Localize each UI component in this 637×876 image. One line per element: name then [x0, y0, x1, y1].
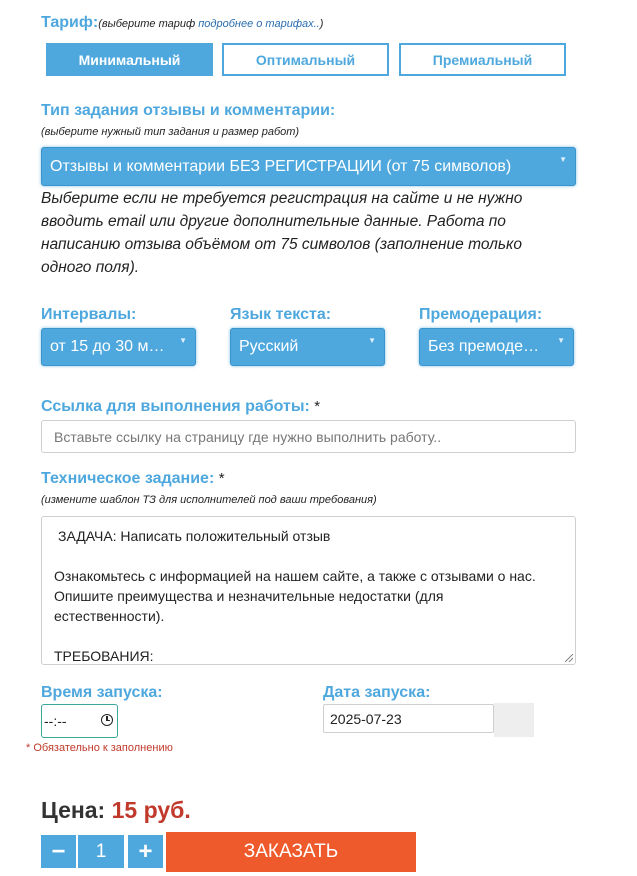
task-type-note: (выберите нужный тип задания и размер работ) — [41, 126, 300, 138]
premoderation-selected: Без премоде… — [428, 338, 540, 355]
tariff-heading — [41, 14, 323, 32]
quantity-input[interactable]: 1 — [78, 835, 124, 868]
quantity-minus-button[interactable]: − — [41, 835, 76, 868]
description-line: написанию отзыва объёмом от 75 символов (заполнение только — [41, 236, 522, 253]
price — [41, 797, 191, 824]
premoderation-label: Премодерация: — [419, 306, 543, 323]
price-value: 15 руб. — [111, 797, 191, 823]
required-note: * Обязательно к заполнению — [26, 742, 173, 754]
tariff-note — [98, 18, 323, 30]
tech-task-heading — [41, 470, 225, 488]
language-label: Язык текста: — [230, 306, 332, 323]
tariff-label: Тариф: — [41, 14, 99, 31]
resize-handle-icon[interactable] — [565, 654, 573, 662]
textarea-line: естественности). — [54, 608, 165, 624]
intervals-select[interactable] — [41, 328, 196, 366]
task-type-label: Тип задания отзывы и комментарии: — [41, 102, 336, 119]
tariff-optimal-button[interactable]: Оптимальный — [222, 43, 389, 76]
textarea-line: Ознакомьтесь с информацией на нашем сайте, а также с отзывами о нас. — [54, 568, 536, 584]
price-label: Цена: — [41, 797, 106, 823]
task-type-select[interactable] — [41, 147, 576, 186]
description-line: Выберите если не требуется регистрация на сайте и не нужно — [41, 190, 523, 207]
textarea-line: ЗАДАЧА: Написать положительный отзыв — [58, 528, 331, 544]
tariff-note-text: (выберите тариф — [98, 18, 199, 30]
task-type-selected: Отзывы и комментарии БЕЗ РЕГИСТРАЦИИ (от 75 символов) — [50, 157, 512, 175]
textarea-line: Опишите преимущества и незначительные недостатки (для — [54, 588, 444, 604]
link-field-label: Ссылка для выполнения работы: — [41, 398, 310, 415]
language-select[interactable] — [230, 328, 385, 366]
link-field-heading — [41, 398, 320, 416]
chevron-down-icon: ▼ — [559, 155, 567, 164]
textarea-line — [54, 546, 563, 566]
date-picker-button[interactable] — [494, 703, 534, 737]
tech-task-note: (измените шаблон ТЗ для исполнителей под ваши требования) — [41, 494, 377, 506]
required-mark: * — [314, 398, 321, 415]
quantity-plus-button[interactable]: + — [128, 835, 163, 868]
tariff-premium-button[interactable]: Премиальный — [399, 43, 566, 76]
description-line: одного поля). — [41, 259, 140, 276]
premoderation-select[interactable] — [419, 328, 574, 366]
tech-task-label: Техническое задание: — [41, 470, 215, 487]
launch-time-input[interactable] — [41, 704, 118, 738]
launch-date-value: 2025-07-23 — [330, 710, 402, 727]
language-selected: Русский — [239, 338, 299, 355]
textarea-line — [54, 626, 563, 646]
description-line: вводить email или другие дополнительные данные. Работа по — [41, 213, 506, 230]
work-link-input[interactable] — [41, 420, 576, 453]
textarea-line: ТРЕБОВАНИЯ: — [54, 648, 154, 664]
task-type-description — [41, 187, 601, 279]
intervals-label: Интервалы: — [41, 306, 137, 323]
tariff-minimal-button[interactable]: Минимальный — [46, 43, 213, 76]
clock-icon[interactable] — [101, 714, 113, 726]
tariff-note-end: ) — [319, 18, 324, 30]
tech-task-textarea[interactable] — [41, 516, 576, 665]
chevron-down-icon: ▼ — [557, 336, 565, 345]
tariff-info-link[interactable]: подробнее о тарифах.. — [198, 18, 320, 30]
intervals-selected: от 15 до 30 м… — [50, 338, 165, 355]
required-mark: * — [218, 470, 225, 487]
order-button[interactable]: ЗАКАЗАТЬ — [166, 832, 416, 872]
work-link-placeholder: Вставьте ссылку на страницу где нужно выполнить работу.. — [54, 428, 442, 445]
launch-time-label: Время запуска: — [41, 684, 163, 701]
launch-date-label: Дата запуска: — [323, 684, 431, 701]
chevron-down-icon: ▼ — [179, 336, 187, 345]
chevron-down-icon: ▼ — [368, 336, 376, 345]
launch-time-value: --:-- — [44, 713, 67, 729]
launch-date-input[interactable] — [323, 704, 494, 733]
